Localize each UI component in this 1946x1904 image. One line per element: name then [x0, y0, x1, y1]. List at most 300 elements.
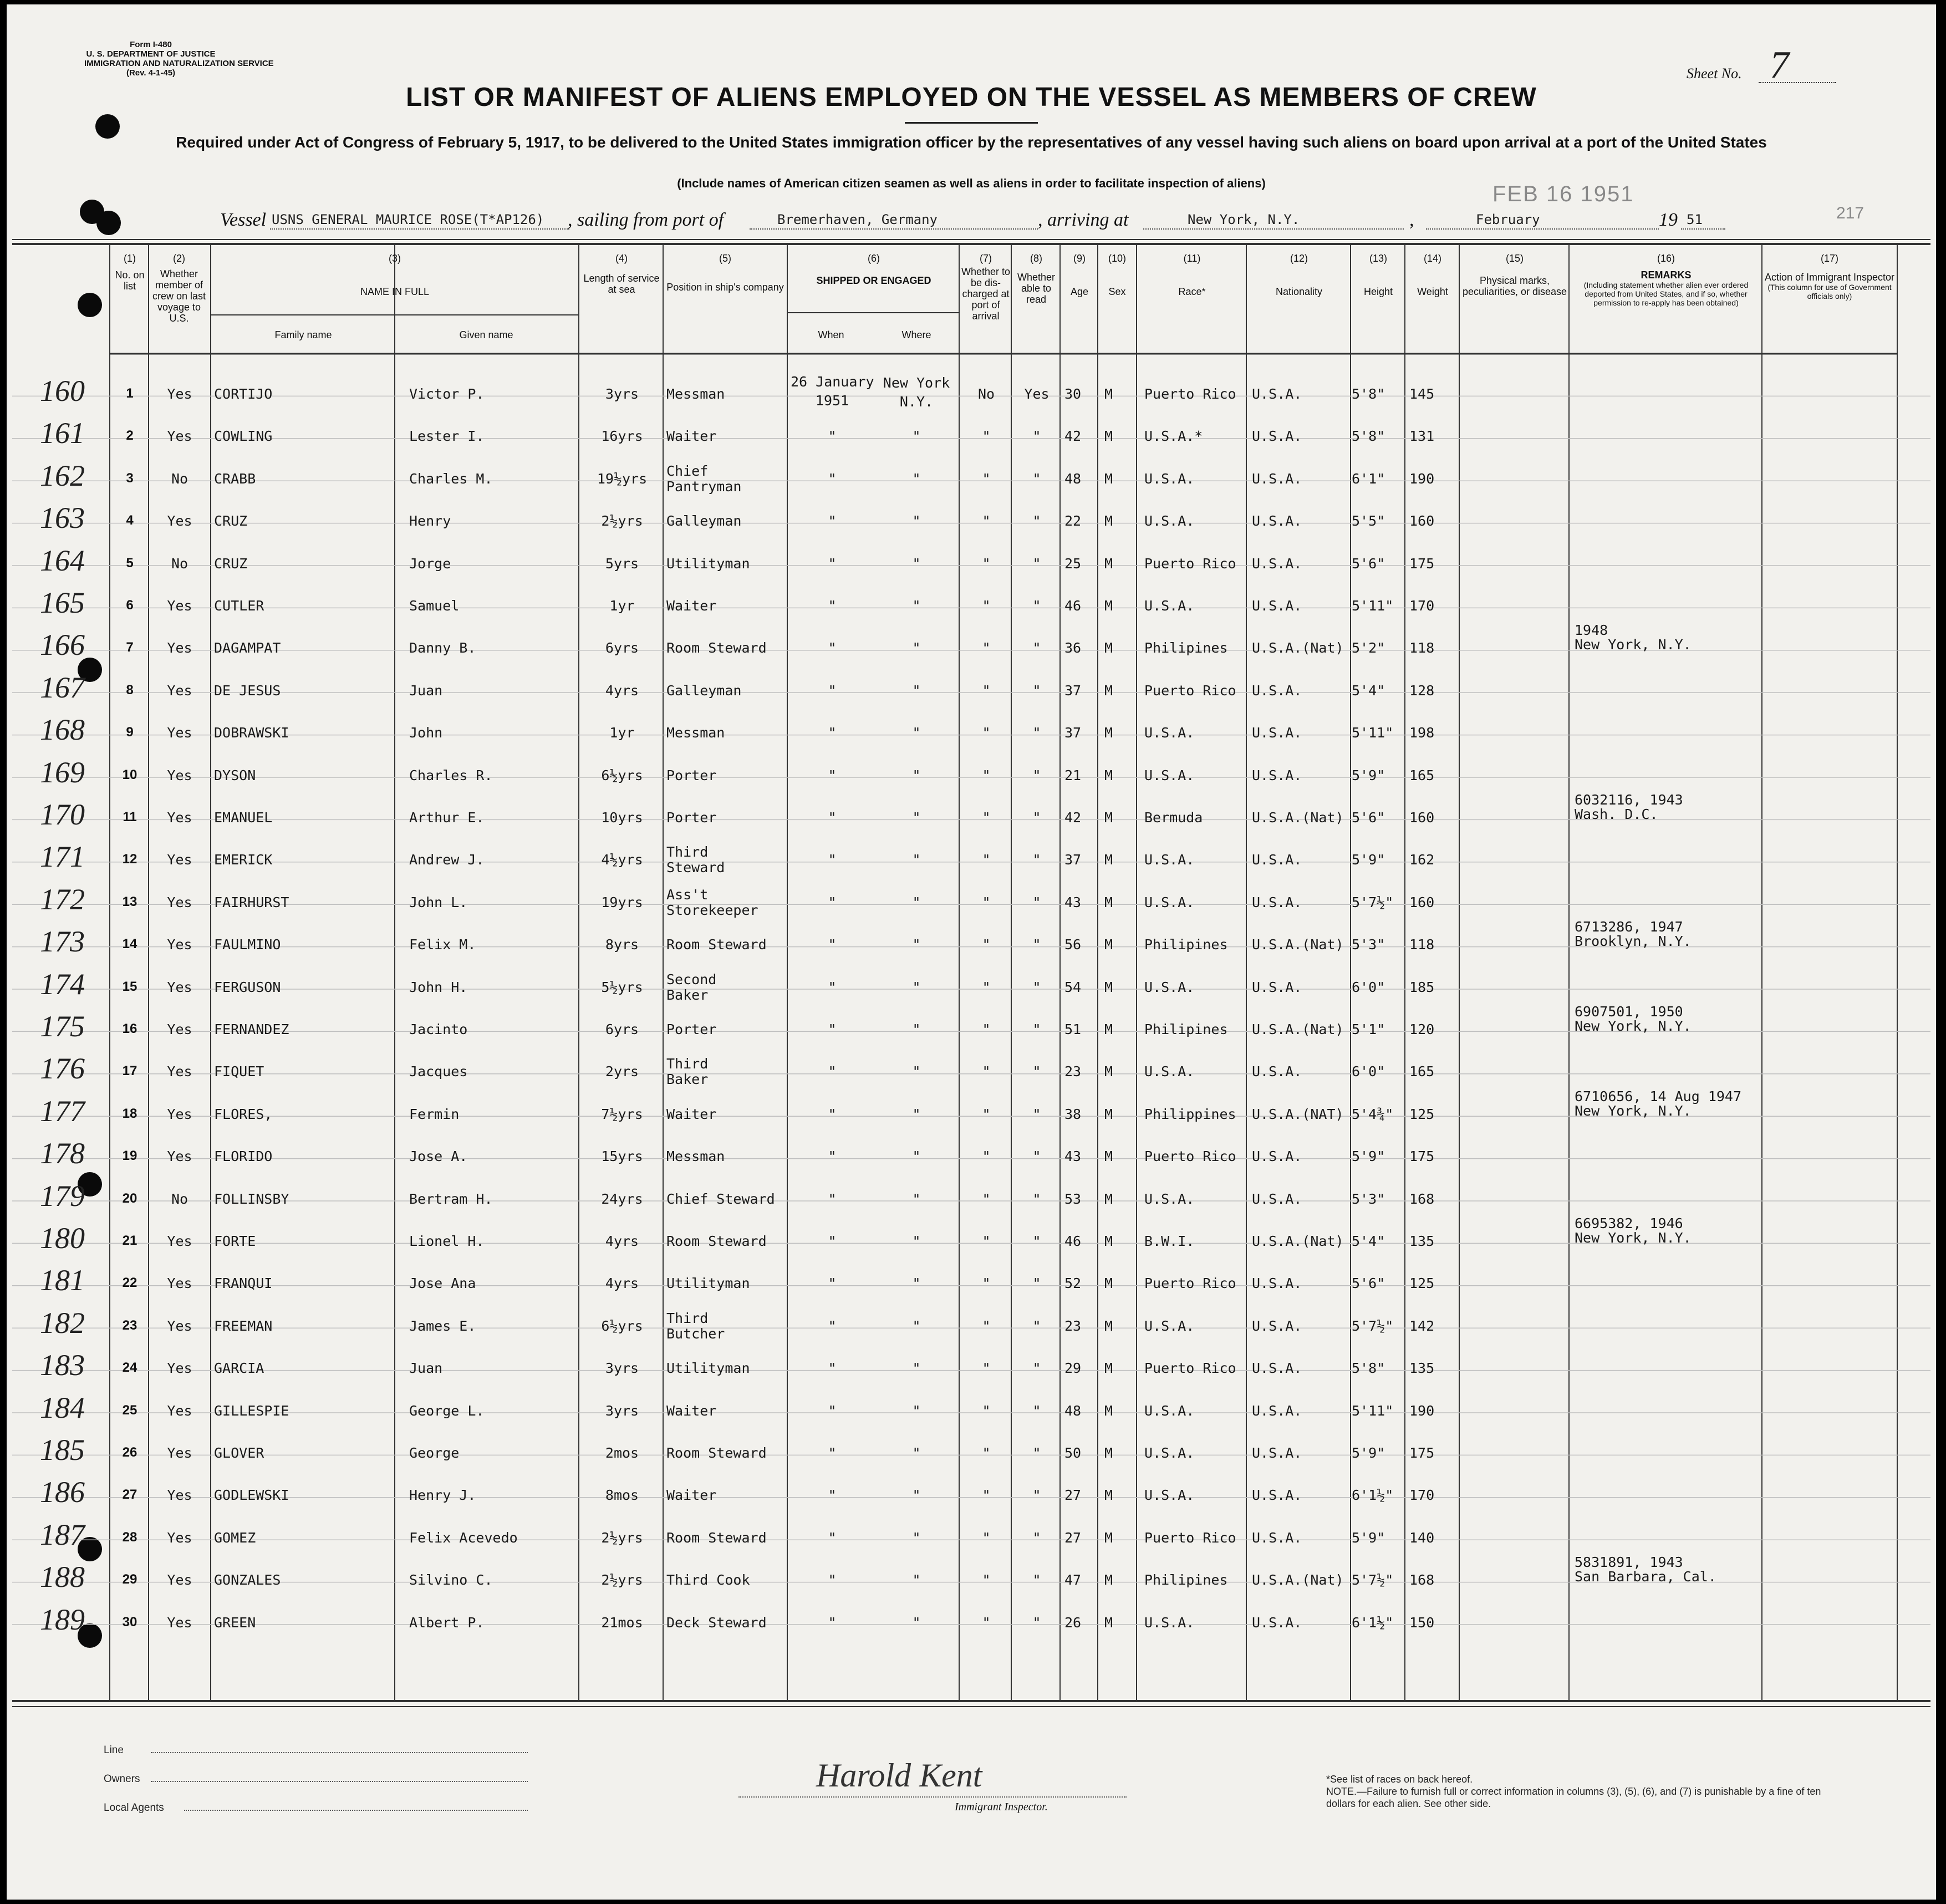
cell-shipped-where: " — [912, 640, 921, 656]
cell-shipped-where: " — [912, 852, 921, 868]
cell-disch: " — [982, 1148, 991, 1165]
cell-shipped-when: " — [828, 894, 837, 910]
cell-position: Room Steward — [666, 1233, 767, 1249]
cell-age: 23 — [1064, 1063, 1082, 1080]
form-department: U. S. DEPARTMENT OF JUSTICE — [86, 49, 216, 59]
cell-age: 38 — [1064, 1106, 1082, 1122]
footer-owners-field — [151, 1781, 528, 1782]
cell-family: FOLLINSBY — [214, 1190, 289, 1207]
cell-no: 21 — [122, 1233, 137, 1248]
cell-read: " — [1032, 725, 1041, 741]
cell-weight: 175 — [1409, 1148, 1435, 1165]
cell-nat: U.S.A.(NAT) — [1252, 1106, 1344, 1122]
cell-last: No — [171, 555, 189, 572]
manifest-subtitle: Required under Act of Congress of February 5, 1917, to be delivered to the United States immigration officer by the representatives of any vessel having such aliens on board upon arrival at a port of the United States — [176, 134, 1767, 151]
cell-disch: " — [982, 470, 991, 487]
cell-family: FLORES, — [214, 1106, 273, 1122]
cell-height: 5'6" — [1352, 555, 1385, 572]
date-comma: , — [1409, 210, 1414, 230]
cell-age: 26 — [1064, 1614, 1082, 1631]
cell-remarks: 5831891, 1943 — [1575, 1554, 1683, 1571]
cell-read: " — [1032, 1063, 1041, 1080]
cell-height: 6'0" — [1352, 1063, 1385, 1080]
cell-height: 5'11" — [1352, 725, 1394, 741]
races-note: *See list of races on back hereof. — [1326, 1774, 1473, 1785]
cell-disch: " — [982, 1190, 991, 1207]
cell-position: Utilityman — [666, 555, 750, 572]
cell-weight: 185 — [1409, 979, 1435, 995]
cell-race: U.S.A. — [1144, 1190, 1195, 1207]
col8-label: Whether able to read — [1017, 272, 1056, 305]
cell-height: 5'8" — [1352, 428, 1385, 445]
cell-service: 19yrs — [601, 894, 643, 910]
cell-sex: M — [1104, 555, 1113, 572]
cell-sex: M — [1104, 1402, 1113, 1419]
col14-label: Weight — [1417, 286, 1448, 297]
cell-given: John L. — [409, 894, 468, 910]
cell-read: " — [1032, 1275, 1041, 1292]
list-number: 167 — [40, 670, 85, 704]
cell-race: Philipines — [1144, 1572, 1228, 1589]
cell-sex: M — [1104, 894, 1113, 910]
cell-given: James E. — [409, 1317, 476, 1334]
list-number: 161 — [40, 416, 85, 450]
cell-height: 6'1½" — [1352, 1614, 1394, 1631]
cell-shipped-when: " — [828, 1572, 837, 1589]
cell-sex: M — [1104, 598, 1113, 614]
cell-shipped-where: " — [912, 1275, 921, 1292]
cell-given: Jorge — [409, 555, 451, 572]
corner-number: 217 — [1836, 204, 1865, 222]
cell-height: 6'0" — [1352, 979, 1385, 995]
cell-no: 26 — [122, 1445, 137, 1460]
cell-weight: 142 — [1409, 1317, 1435, 1334]
cell-no: 30 — [122, 1614, 137, 1630]
cell-last: Yes — [167, 1487, 192, 1504]
cell-last: Yes — [167, 1402, 192, 1419]
cell-given: Jacinto — [409, 1021, 468, 1037]
cell-position: Porter — [666, 767, 717, 783]
cell-service: 1yr — [609, 725, 635, 741]
cell-shipped-when: " — [828, 598, 837, 614]
col9-label: Age — [1070, 286, 1089, 297]
cell-given: Samuel — [409, 598, 460, 614]
cell-read: " — [1032, 1360, 1041, 1377]
cell-remarks: 6710656, 14 Aug 1947 — [1575, 1088, 1742, 1104]
cell-read: " — [1032, 767, 1041, 783]
cell-position: Galleyman — [666, 513, 742, 530]
cell-shipped-when: " — [828, 1402, 837, 1419]
cell-remarks: 6907501, 1950 — [1575, 1004, 1683, 1020]
vessel-name: USNS GENERAL MAURICE ROSE(T*AP126) — [272, 212, 544, 227]
cell-family: CUTLER — [214, 598, 264, 614]
cell-height: 5'9" — [1352, 1529, 1385, 1546]
list-number: 187 — [40, 1518, 85, 1551]
cell-race: Puerto Rico — [1144, 386, 1236, 402]
cell-disch: " — [982, 810, 991, 826]
cell-weight: 125 — [1409, 1275, 1435, 1292]
cell-read: " — [1032, 1445, 1041, 1461]
cell-remarks-line2: New York, N.Y. — [1575, 1102, 1692, 1119]
cell-service: 19½yrs — [597, 470, 648, 487]
col2-label: Whether member of crew on last voyage to U.S. — [152, 268, 206, 324]
col6-number: (6) — [868, 253, 880, 264]
list-number: 171 — [40, 840, 85, 874]
cell-last: Yes — [167, 1360, 192, 1377]
cell-read: " — [1032, 1529, 1041, 1546]
cell-shipped-when: " — [828, 1148, 837, 1165]
cell-disch: " — [982, 852, 991, 868]
cell-race: U.S.A. — [1144, 894, 1195, 910]
cell-disch: " — [982, 555, 991, 572]
cell-shipped-where: " — [912, 598, 921, 614]
cell-last: Yes — [167, 640, 192, 656]
cell-last: Yes — [167, 1063, 192, 1080]
cell-service: 2½yrs — [601, 1529, 643, 1546]
col6-label: SHIPPED OR ENGAGED — [816, 275, 931, 286]
col10-label: Sex — [1108, 286, 1126, 297]
manifest-subnote: (Include names of American citizen seamen as well as aliens in order to facilitate inspection of aliens) — [677, 176, 1266, 190]
cell-given: Jose Ana — [409, 1275, 476, 1292]
cell-race: U.S.A. — [1144, 767, 1195, 783]
cell-sex: M — [1104, 852, 1113, 868]
form-revision: (Rev. 4-1-45) — [126, 68, 176, 78]
cell-height: 5'2" — [1352, 640, 1385, 656]
cell-last: Yes — [167, 682, 192, 699]
inspector-label: Immigrant Inspector. — [955, 1801, 1048, 1813]
cell-weight: 162 — [1409, 852, 1435, 868]
cell-disch: " — [982, 513, 991, 530]
cell-last: Yes — [167, 1529, 192, 1546]
col3-label: NAME IN FULL — [360, 286, 430, 297]
col15-label: Physical marks, peculiarities, or disease — [1462, 275, 1567, 297]
cell-race: U.S.A. — [1144, 852, 1195, 868]
cell-read: " — [1032, 1487, 1041, 1504]
list-number: 180 — [40, 1221, 85, 1255]
cell-sex: M — [1104, 810, 1113, 826]
col1-label: No. on list — [115, 269, 145, 292]
cell-read: " — [1032, 682, 1041, 699]
cell-race: B.W.I. — [1144, 1233, 1195, 1249]
cell-family: CRABB — [214, 470, 256, 487]
col12-number: (12) — [1290, 253, 1308, 264]
col16-sublabel: (Including statement whether alien ever ordered deported from United States, and if so, whether permission to re-apply has been obtained) — [1583, 281, 1749, 307]
cell-given: Andrew J. — [409, 852, 485, 868]
cell-nat: U.S.A. — [1252, 767, 1302, 783]
cell-height: 5'9" — [1352, 1445, 1385, 1461]
cell-service: 5½yrs — [601, 979, 643, 995]
cell-nat: U.S.A. — [1252, 1148, 1302, 1165]
list-number: 165 — [40, 586, 85, 619]
cell-no: 22 — [122, 1275, 137, 1291]
cell-no: 23 — [122, 1317, 137, 1333]
cell-nat: U.S.A.(Nat) — [1252, 936, 1344, 953]
cell-position: Third — [666, 844, 709, 861]
cell-family: FIQUET — [214, 1063, 264, 1080]
cell-no: 27 — [122, 1487, 137, 1503]
cell-family: EMANUEL — [214, 810, 273, 826]
cell-no: 8 — [126, 682, 134, 698]
cell-read: " — [1032, 598, 1041, 614]
cell-shipped-when-line2: 1951 — [815, 393, 849, 409]
cell-read: " — [1032, 640, 1041, 656]
cell-shipped-where: " — [912, 428, 921, 445]
cell-race: Puerto Rico — [1144, 1275, 1236, 1292]
cell-position: Room Steward — [666, 1529, 767, 1546]
cell-age: 42 — [1064, 428, 1082, 445]
penalty-note: NOTE.—Failure to furnish full or correct information in columns (3), (5), (6), and (7) is punishable by a fine of ten dollars for each alien. See other side. — [1326, 1786, 1821, 1809]
cell-nat: U.S.A. — [1252, 1190, 1302, 1207]
col4-number: (4) — [615, 253, 628, 264]
cell-position: Ass't — [666, 886, 709, 903]
cell-service: 2½yrs — [601, 1572, 643, 1589]
list-number: 172 — [40, 882, 85, 916]
cell-age: 46 — [1064, 598, 1082, 614]
cell-family: FREEMAN — [214, 1317, 273, 1334]
cell-sex: M — [1104, 936, 1113, 953]
cell-read: " — [1032, 1402, 1041, 1419]
cell-sex: M — [1104, 979, 1113, 995]
cell-race: U.S.A. — [1144, 1445, 1195, 1461]
cell-position: Room Steward — [666, 936, 767, 953]
cell-height: 5'1" — [1352, 1021, 1385, 1037]
cell-shipped-where: " — [912, 1445, 921, 1461]
year-prefix: 19 — [1659, 210, 1678, 230]
cell-service: 16yrs — [601, 428, 643, 445]
cell-position: Galleyman — [666, 682, 742, 699]
list-number: 189 — [40, 1602, 85, 1636]
cell-height: 5'6" — [1352, 1275, 1385, 1292]
cell-position: Waiter — [666, 598, 717, 614]
manifest-sheet — [7, 4, 1936, 1900]
cell-sex: M — [1104, 1021, 1113, 1037]
cell-nat: U.S.A. — [1252, 1063, 1302, 1080]
cell-last: Yes — [167, 1275, 192, 1292]
cell-sex: M — [1104, 470, 1113, 487]
cell-last: Yes — [167, 1614, 192, 1631]
cell-given: Arthur E. — [409, 810, 485, 826]
cell-family: DE JESUS — [214, 682, 281, 699]
cell-disch: " — [982, 1317, 991, 1334]
cell-position: Porter — [666, 1021, 717, 1037]
list-number: 174 — [40, 967, 85, 1001]
cell-last: No — [171, 470, 189, 487]
list-number: 166 — [40, 628, 85, 662]
cell-height: 5'7½" — [1352, 1572, 1394, 1589]
cell-read: " — [1032, 1572, 1041, 1589]
cell-weight: 160 — [1409, 894, 1435, 910]
cell-service: 8yrs — [605, 936, 639, 953]
cell-disch: " — [982, 1233, 991, 1249]
cell-read: " — [1032, 555, 1041, 572]
cell-position-line2: Butcher — [666, 1325, 725, 1342]
cell-height: 5'9" — [1352, 852, 1385, 868]
col2-number: (2) — [173, 253, 185, 264]
list-number: 169 — [40, 755, 85, 789]
cell-weight: 118 — [1409, 640, 1435, 656]
list-number: 178 — [40, 1137, 85, 1170]
col5-label: Position in ship's company — [666, 282, 784, 293]
cell-last: Yes — [167, 936, 192, 953]
cell-last: Yes — [167, 767, 192, 783]
cell-remarks-line2: San Barbara, Cal. — [1575, 1569, 1716, 1585]
cell-race: U.S.A. — [1144, 1402, 1195, 1419]
cell-age: 47 — [1064, 1572, 1082, 1589]
cell-remarks-line2: Wash. D.C. — [1575, 806, 1658, 822]
cell-race: Puerto Rico — [1144, 1360, 1236, 1377]
cell-sex: M — [1104, 1445, 1113, 1461]
footer-agents-label: Local Agents — [104, 1802, 164, 1814]
cell-position: Room Steward — [666, 640, 767, 656]
cell-shipped-when: " — [828, 1190, 837, 1207]
cell-no: 29 — [122, 1572, 137, 1587]
cell-shipped-when: " — [828, 979, 837, 995]
cell-age: 22 — [1064, 513, 1082, 530]
cell-race: Philippines — [1144, 1106, 1236, 1122]
cell-given: George L. — [409, 1402, 485, 1419]
cell-sex: M — [1104, 682, 1113, 699]
cell-read: " — [1032, 1233, 1041, 1249]
cell-height: 5'9" — [1352, 1148, 1385, 1165]
cell-shipped-where: " — [912, 1063, 921, 1080]
cell-age: 29 — [1064, 1360, 1082, 1377]
col17-label: Action of Immigrant Inspector — [1764, 272, 1895, 283]
list-number: 179 — [40, 1179, 85, 1213]
cell-race: Philipines — [1144, 640, 1228, 656]
cell-position: Messman — [666, 725, 725, 741]
cell-remarks: 1948 — [1575, 622, 1608, 639]
cell-shipped-when: " — [828, 852, 837, 868]
cell-weight: 131 — [1409, 428, 1435, 445]
cell-shipped-where: " — [912, 810, 921, 826]
cell-height: 6'1½" — [1352, 1487, 1394, 1504]
footer-agents-field — [184, 1810, 528, 1811]
cell-last: Yes — [167, 1021, 192, 1037]
cell-age: 46 — [1064, 1233, 1082, 1249]
cell-sex: M — [1104, 1190, 1113, 1207]
cell-weight: 170 — [1409, 1487, 1435, 1504]
cell-nat: U.S.A. — [1252, 1275, 1302, 1292]
cell-sex: M — [1104, 1487, 1113, 1504]
cell-nat: U.S.A. — [1252, 470, 1302, 487]
cell-weight: 175 — [1409, 555, 1435, 572]
cell-race: Bermuda — [1144, 810, 1203, 826]
cell-given: Henry — [409, 513, 451, 530]
cell-nat: U.S.A. — [1252, 555, 1302, 572]
cell-position-line2: Storekeeper — [666, 902, 758, 918]
cell-disch: " — [982, 894, 991, 910]
cell-shipped-where: " — [912, 513, 921, 530]
cell-given: Juan — [409, 682, 443, 699]
cell-age: 21 — [1064, 767, 1082, 783]
cell-position: Waiter — [666, 1106, 717, 1122]
cell-age: 48 — [1064, 470, 1082, 487]
cell-last: Yes — [167, 513, 192, 530]
cell-shipped-where: " — [912, 894, 921, 910]
cell-nat: U.S.A. — [1252, 1445, 1302, 1461]
cell-shipped-when: " — [828, 1063, 837, 1080]
list-number: 168 — [40, 713, 85, 747]
cell-no: 2 — [126, 428, 134, 444]
cell-shipped-where: " — [912, 470, 921, 487]
cell-last: Yes — [167, 1572, 192, 1589]
col3-given-header: Given name — [459, 329, 513, 340]
cell-nat: U.S.A.(Nat) — [1252, 640, 1344, 656]
cell-sex: M — [1104, 1614, 1113, 1631]
cell-disch: " — [982, 1487, 991, 1504]
cell-nat: U.S.A.(Nat) — [1252, 810, 1344, 826]
cell-family: FRANQUI — [214, 1275, 273, 1292]
cell-last: Yes — [167, 1106, 192, 1122]
cell-age: 43 — [1064, 894, 1082, 910]
list-number: 185 — [40, 1433, 85, 1467]
vessel-label: Vessel — [220, 210, 267, 230]
col1-number: (1) — [124, 253, 136, 264]
cell-disch: " — [982, 767, 991, 783]
cell-shipped-where: " — [912, 1572, 921, 1589]
cell-service: 2yrs — [605, 1063, 639, 1080]
cell-read: " — [1032, 1021, 1041, 1037]
cell-position: Utilityman — [666, 1360, 750, 1377]
cell-no: 14 — [122, 936, 137, 952]
cell-shipped-when: " — [828, 810, 837, 826]
cell-position-line2: Pantryman — [666, 478, 742, 495]
cell-position: Third Cook — [666, 1572, 750, 1589]
cell-sex: M — [1104, 1360, 1113, 1377]
cell-last: Yes — [167, 1445, 192, 1461]
cell-family: GARCIA — [214, 1360, 264, 1377]
list-number: 173 — [40, 925, 85, 959]
cell-service: 6yrs — [605, 640, 639, 656]
arrival-month: February — [1476, 212, 1540, 227]
cell-age: 36 — [1064, 640, 1082, 656]
cell-shipped-when: " — [828, 1360, 837, 1377]
cell-height: 5'6" — [1352, 810, 1385, 826]
cell-height: 5'7½" — [1352, 894, 1394, 910]
list-number: 183 — [40, 1348, 85, 1382]
cell-shipped-where: " — [912, 555, 921, 572]
cell-age: 27 — [1064, 1487, 1082, 1504]
cell-last: Yes — [167, 725, 192, 741]
cell-last: Yes — [167, 386, 192, 402]
cell-last: Yes — [167, 979, 192, 995]
cell-read: " — [1032, 428, 1041, 445]
sheet-number-value: 7 — [1770, 44, 1789, 86]
cell-position: Messman — [666, 1148, 725, 1165]
cell-weight: 198 — [1409, 725, 1435, 741]
cell-service: 21mos — [601, 1614, 643, 1631]
cell-shipped-when: " — [828, 1317, 837, 1334]
cell-last: Yes — [167, 1233, 192, 1249]
col16-label: REMARKS — [1641, 269, 1692, 281]
list-number: 188 — [40, 1560, 85, 1594]
cell-race: U.S.A. — [1144, 1487, 1195, 1504]
cell-weight: 128 — [1409, 682, 1435, 699]
cell-shipped-when: " — [828, 682, 837, 699]
cell-family: GOMEZ — [214, 1529, 256, 1546]
cell-position-line2: Steward — [666, 859, 725, 876]
cell-shipped-where: New York — [883, 375, 950, 391]
sailing-label: , sailing from port of — [568, 210, 724, 230]
cell-last: Yes — [167, 1148, 192, 1165]
col17-sublabel: (This column for use of Government officials only) — [1767, 283, 1892, 301]
cell-given: Jose A. — [409, 1148, 468, 1165]
cell-nat: U.S.A. — [1252, 979, 1302, 995]
cell-position: Utilityman — [666, 1275, 750, 1292]
cell-no: 25 — [122, 1402, 137, 1418]
cell-weight: 165 — [1409, 1063, 1435, 1080]
cell-position: Waiter — [666, 1487, 717, 1504]
